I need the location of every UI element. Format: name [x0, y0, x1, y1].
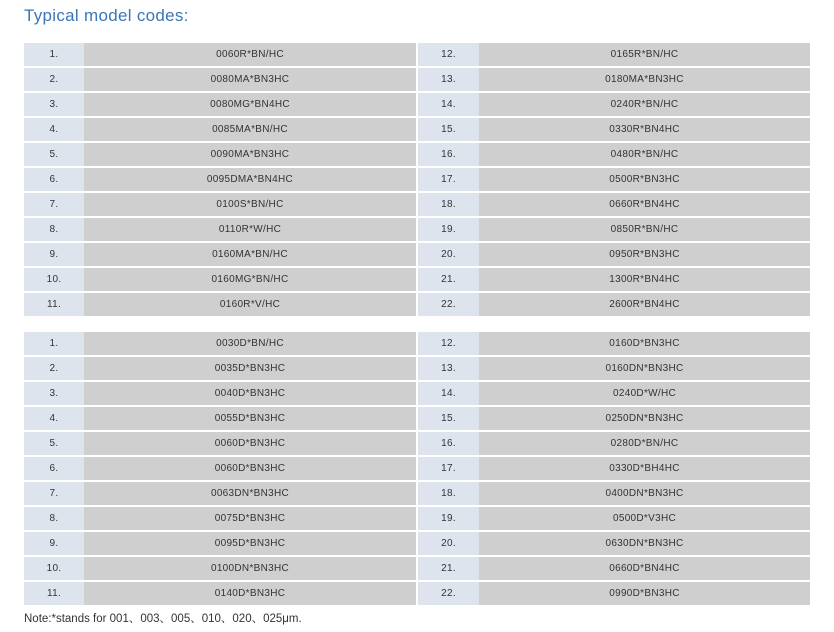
- row-number-cell: 11.: [24, 581, 84, 606]
- table-row: [24, 332, 810, 356]
- model-code-cell: 0160DN*BN3HC: [479, 356, 810, 381]
- model-code-cell: 0950R*BN3HC: [479, 242, 810, 267]
- model-code-cell: 0500D*V3HC: [479, 506, 810, 531]
- row-number-cell: 13.: [417, 356, 479, 381]
- row-number-cell: 11.: [24, 292, 84, 317]
- row-number-cell: 4.: [24, 117, 84, 142]
- row-number-cell: 22.: [417, 581, 479, 606]
- model-code-cell: 0085MA*BN/HC: [84, 117, 417, 142]
- row-number-cell: 16.: [417, 142, 479, 167]
- row-number-cell: 12.: [417, 332, 479, 356]
- row-number-cell: 3.: [24, 92, 84, 117]
- model-code-cell: 0075D*BN3HC: [84, 506, 417, 531]
- row-number-cell: 7.: [24, 192, 84, 217]
- row-number-cell: 4.: [24, 406, 84, 431]
- model-code-cell: 0030D*BN/HC: [84, 332, 417, 356]
- table-row: [24, 142, 810, 167]
- model-code-cell: 0040D*BN3HC: [84, 381, 417, 406]
- model-code-cell: 0140D*BN3HC: [84, 581, 417, 606]
- table-row: [24, 431, 810, 456]
- row-number-cell: 19.: [417, 217, 479, 242]
- row-number-cell: 5.: [24, 431, 84, 456]
- row-number-cell: 21.: [417, 267, 479, 292]
- row-number-cell: 2.: [24, 356, 84, 381]
- model-code-cell: 0100S*BN/HC: [84, 192, 417, 217]
- row-number-cell: 21.: [417, 556, 479, 581]
- row-number-cell: 22.: [417, 292, 479, 317]
- page-title: Typical model codes:: [24, 6, 189, 25]
- table-row: [24, 531, 810, 556]
- row-number-cell: 17.: [417, 167, 479, 192]
- row-number-cell: 18.: [417, 481, 479, 506]
- model-code-cell: 0035D*BN3HC: [84, 356, 417, 381]
- model-code-cell: 0480R*BN/HC: [479, 142, 810, 167]
- row-number-cell: 20.: [417, 242, 479, 267]
- model-code-cell: 0165R*BN/HC: [479, 43, 810, 67]
- model-code-cell: 0110R*W/HC: [84, 217, 417, 242]
- model-code-cell: 0240R*BN/HC: [479, 92, 810, 117]
- row-number-cell: 14.: [417, 381, 479, 406]
- row-number-cell: 20.: [417, 531, 479, 556]
- row-number-cell: 6.: [24, 167, 84, 192]
- model-code-cell: 0250DN*BN3HC: [479, 406, 810, 431]
- row-number-cell: 10.: [24, 556, 84, 581]
- model-code-cell: 0240D*W/HC: [479, 381, 810, 406]
- table-row: [24, 406, 810, 431]
- row-number-cell: 2.: [24, 67, 84, 92]
- table-row: [24, 67, 810, 92]
- row-number-cell: 9.: [24, 531, 84, 556]
- row-number-cell: 10.: [24, 267, 84, 292]
- row-number-cell: 3.: [24, 381, 84, 406]
- row-number-cell: 15.: [417, 117, 479, 142]
- model-code-cell: 0160R*V/HC: [84, 292, 417, 317]
- model-code-cell: 2600R*BN4HC: [479, 292, 810, 317]
- row-number-cell: 17.: [417, 456, 479, 481]
- footnote: Note:*stands for 001、003、005、010、020、025μm.: [24, 613, 302, 625]
- model-code-cell: 0080MA*BN3HC: [84, 67, 417, 92]
- model-code-cell: 0180MA*BN3HC: [479, 67, 810, 92]
- row-number-cell: 14.: [417, 92, 479, 117]
- model-code-cell: 0090MA*BN3HC: [84, 142, 417, 167]
- row-number-cell: 7.: [24, 481, 84, 506]
- row-number-cell: 12.: [417, 43, 479, 67]
- row-number-cell: 15.: [417, 406, 479, 431]
- model-code-cell: 0500R*BN3HC: [479, 167, 810, 192]
- model-code-cell: 0060D*BN3HC: [84, 431, 417, 456]
- model-codes-table-1: [24, 43, 810, 318]
- row-number-cell: 16.: [417, 431, 479, 456]
- row-number-cell: 5.: [24, 142, 84, 167]
- model-code-cell: 0330R*BN4HC: [479, 117, 810, 142]
- model-code-cell: 0160MG*BN/HC: [84, 267, 417, 292]
- table-row: [24, 456, 810, 481]
- model-code-cell: 0060R*BN/HC: [84, 43, 417, 67]
- model-code-cell: 0055D*BN3HC: [84, 406, 417, 431]
- table-row: [24, 117, 810, 142]
- model-code-cell: 0100DN*BN3HC: [84, 556, 417, 581]
- model-code-cell: 0160MA*BN/HC: [84, 242, 417, 267]
- model-code-cell: 0330D*BH4HC: [479, 456, 810, 481]
- model-code-cell: 0160D*BN3HC: [479, 332, 810, 356]
- table-row: [24, 292, 810, 317]
- model-code-cell: 0660D*BN4HC: [479, 556, 810, 581]
- row-number-cell: 18.: [417, 192, 479, 217]
- row-number-cell: 1.: [24, 43, 84, 67]
- table-row: [24, 167, 810, 192]
- model-code-cell: 0990D*BN3HC: [479, 581, 810, 606]
- row-number-cell: 6.: [24, 456, 84, 481]
- model-code-cell: 0400DN*BN3HC: [479, 481, 810, 506]
- table-row: [24, 192, 810, 217]
- model-code-cell: 0095D*BN3HC: [84, 531, 417, 556]
- row-number-cell: 1.: [24, 332, 84, 356]
- model-code-cell: 1300R*BN4HC: [479, 267, 810, 292]
- table-row: [24, 481, 810, 506]
- model-code-cell: 0080MG*BN4HC: [84, 92, 417, 117]
- model-code-cell: 0630DN*BN3HC: [479, 531, 810, 556]
- row-number-cell: 8.: [24, 506, 84, 531]
- table-row: [24, 556, 810, 581]
- table-row: [24, 217, 810, 242]
- table-row: [24, 267, 810, 292]
- row-number-cell: 19.: [417, 506, 479, 531]
- table-row: [24, 581, 810, 606]
- model-code-cell: 0095DMA*BN4HC: [84, 167, 417, 192]
- model-code-cell: 0660R*BN4HC: [479, 192, 810, 217]
- model-code-cell: 0850R*BN/HC: [479, 217, 810, 242]
- table-row: [24, 43, 810, 67]
- row-number-cell: 8.: [24, 217, 84, 242]
- model-code-cell: 0063DN*BN3HC: [84, 481, 417, 506]
- model-code-cell: 0280D*BN/HC: [479, 431, 810, 456]
- row-number-cell: 13.: [417, 67, 479, 92]
- model-code-cell: 0060D*BN3HC: [84, 456, 417, 481]
- table-row: [24, 92, 810, 117]
- table-row: [24, 242, 810, 267]
- table-row: [24, 381, 810, 406]
- table-row: [24, 506, 810, 531]
- table-row: [24, 356, 810, 381]
- row-number-cell: 9.: [24, 242, 84, 267]
- model-codes-table-2: [24, 332, 810, 607]
